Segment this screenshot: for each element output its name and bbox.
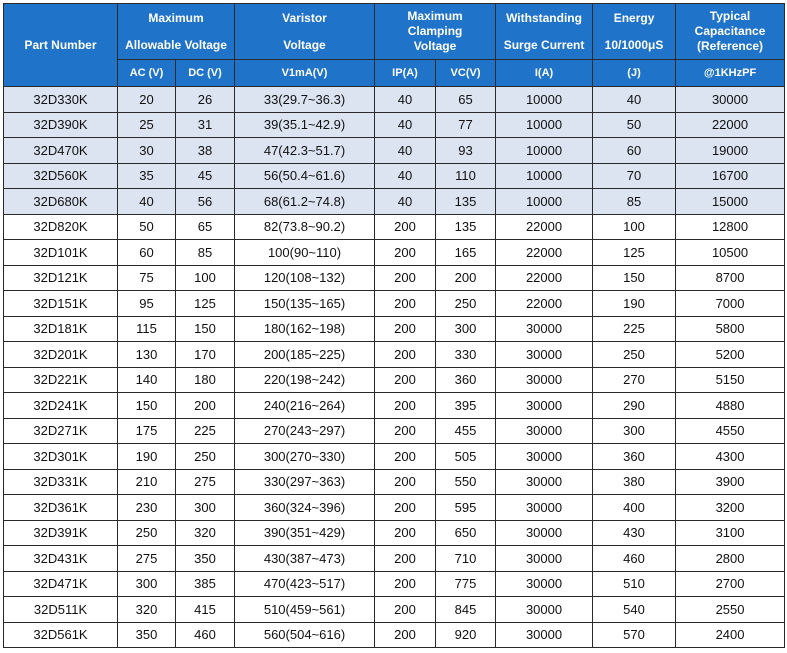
header-max-voltage: Maximum Allowable Voltage [118, 4, 235, 60]
cell-surge-current: 10000 [496, 87, 593, 113]
cell-dc-voltage: 26 [176, 87, 235, 113]
cell-ac-voltage: 210 [118, 469, 176, 495]
table-row [4, 469, 785, 495]
cell-clamping-vc: 200 [436, 265, 496, 291]
cell-energy: 380 [593, 469, 676, 495]
cell-energy: 570 [593, 622, 676, 648]
cell-ac-voltage: 35 [118, 163, 176, 189]
subheader-capacitance-pf: @1KHzPF [676, 60, 785, 87]
cell-capacitance: 2550 [676, 597, 785, 623]
cell-clamping-vc: 165 [436, 240, 496, 266]
cell-ac-voltage: 115 [118, 316, 176, 342]
cell-surge-current: 30000 [496, 622, 593, 648]
cell-clamping-vc: 77 [436, 112, 496, 138]
cell-capacitance: 5150 [676, 367, 785, 393]
table-row [4, 87, 785, 113]
cell-surge-current: 22000 [496, 214, 593, 240]
cell-ac-voltage: 25 [118, 112, 176, 138]
cell-part-number: 32D820K [4, 214, 118, 240]
cell-dc-voltage: 225 [176, 418, 235, 444]
cell-surge-current: 10000 [496, 189, 593, 215]
cell-dc-voltage: 180 [176, 367, 235, 393]
cell-varistor-voltage: 510(459~561) [235, 597, 375, 623]
cell-capacitance: 15000 [676, 189, 785, 215]
subheader-ip: IP(A) [375, 60, 436, 87]
cell-clamping-ip: 200 [375, 622, 436, 648]
cell-varistor-voltage: 33(29.7~36.3) [235, 87, 375, 113]
cell-varistor-voltage: 220(198~242) [235, 367, 375, 393]
cell-energy: 250 [593, 342, 676, 368]
cell-varistor-voltage: 200(185~225) [235, 342, 375, 368]
cell-energy: 290 [593, 393, 676, 419]
cell-capacitance: 22000 [676, 112, 785, 138]
cell-clamping-vc: 505 [436, 444, 496, 470]
cell-clamping-ip: 200 [375, 546, 436, 572]
cell-clamping-ip: 40 [375, 138, 436, 164]
cell-dc-voltage: 45 [176, 163, 235, 189]
cell-dc-voltage: 275 [176, 469, 235, 495]
table-row [4, 393, 785, 419]
table-row [4, 163, 785, 189]
cell-dc-voltage: 56 [176, 189, 235, 215]
header-varistor-voltage: Varistor Voltage [235, 4, 375, 60]
cell-surge-current: 30000 [496, 444, 593, 470]
cell-clamping-vc: 455 [436, 418, 496, 444]
cell-clamping-ip: 40 [375, 163, 436, 189]
table-row [4, 546, 785, 572]
cell-clamping-ip: 200 [375, 316, 436, 342]
cell-capacitance: 12800 [676, 214, 785, 240]
cell-clamping-ip: 200 [375, 342, 436, 368]
cell-dc-voltage: 31 [176, 112, 235, 138]
cell-part-number: 32D241K [4, 393, 118, 419]
cell-part-number: 32D431K [4, 546, 118, 572]
subheader-dc: DC (V) [176, 60, 235, 87]
cell-varistor-voltage: 560(504~616) [235, 622, 375, 648]
table-row [4, 291, 785, 317]
table-row [4, 418, 785, 444]
cell-capacitance: 16700 [676, 163, 785, 189]
cell-dc-voltage: 320 [176, 520, 235, 546]
cell-clamping-vc: 330 [436, 342, 496, 368]
cell-ac-voltage: 130 [118, 342, 176, 368]
cell-ac-voltage: 30 [118, 138, 176, 164]
cell-varistor-voltage: 100(90~110) [235, 240, 375, 266]
cell-energy: 70 [593, 163, 676, 189]
cell-part-number: 32D181K [4, 316, 118, 342]
cell-energy: 510 [593, 571, 676, 597]
table-row [4, 367, 785, 393]
cell-dc-voltage: 415 [176, 597, 235, 623]
cell-capacitance: 30000 [676, 87, 785, 113]
header-part-number: Part Number [4, 4, 118, 87]
table-row [4, 444, 785, 470]
cell-dc-voltage: 350 [176, 546, 235, 572]
cell-varistor-voltage: 300(270~330) [235, 444, 375, 470]
table-row [4, 112, 785, 138]
cell-varistor-voltage: 240(216~264) [235, 393, 375, 419]
cell-ac-voltage: 250 [118, 520, 176, 546]
cell-surge-current: 30000 [496, 316, 593, 342]
cell-clamping-vc: 845 [436, 597, 496, 623]
cell-clamping-vc: 135 [436, 189, 496, 215]
cell-ac-voltage: 140 [118, 367, 176, 393]
cell-energy: 540 [593, 597, 676, 623]
cell-surge-current: 22000 [496, 240, 593, 266]
subheader-ac: AC (V) [118, 60, 176, 87]
cell-energy: 460 [593, 546, 676, 572]
cell-energy: 125 [593, 240, 676, 266]
cell-clamping-vc: 250 [436, 291, 496, 317]
cell-clamping-ip: 200 [375, 597, 436, 623]
cell-ac-voltage: 40 [118, 189, 176, 215]
cell-clamping-ip: 40 [375, 112, 436, 138]
cell-capacitance: 5800 [676, 316, 785, 342]
cell-surge-current: 10000 [496, 112, 593, 138]
cell-clamping-vc: 710 [436, 546, 496, 572]
cell-ac-voltage: 175 [118, 418, 176, 444]
cell-clamping-ip: 200 [375, 444, 436, 470]
cell-energy: 300 [593, 418, 676, 444]
cell-capacitance: 3100 [676, 520, 785, 546]
table-body [4, 87, 785, 648]
cell-dc-voltage: 200 [176, 393, 235, 419]
cell-energy: 225 [593, 316, 676, 342]
table-row [4, 265, 785, 291]
cell-part-number: 32D560K [4, 163, 118, 189]
cell-surge-current: 22000 [496, 291, 593, 317]
cell-ac-voltage: 350 [118, 622, 176, 648]
cell-clamping-vc: 93 [436, 138, 496, 164]
table-row [4, 189, 785, 215]
cell-dc-voltage: 385 [176, 571, 235, 597]
cell-capacitance: 3200 [676, 495, 785, 521]
cell-energy: 85 [593, 189, 676, 215]
cell-energy: 400 [593, 495, 676, 521]
cell-varistor-voltage: 82(73.8~90.2) [235, 214, 375, 240]
cell-surge-current: 30000 [496, 342, 593, 368]
cell-ac-voltage: 20 [118, 87, 176, 113]
table-row [4, 571, 785, 597]
cell-dc-voltage: 250 [176, 444, 235, 470]
cell-varistor-voltage: 68(61.2~74.8) [235, 189, 375, 215]
cell-dc-voltage: 460 [176, 622, 235, 648]
cell-energy: 150 [593, 265, 676, 291]
cell-dc-voltage: 170 [176, 342, 235, 368]
cell-surge-current: 30000 [496, 367, 593, 393]
cell-part-number: 32D361K [4, 495, 118, 521]
cell-part-number: 32D301K [4, 444, 118, 470]
table-row [4, 520, 785, 546]
cell-clamping-vc: 360 [436, 367, 496, 393]
cell-capacitance: 5200 [676, 342, 785, 368]
cell-clamping-ip: 40 [375, 189, 436, 215]
cell-ac-voltage: 300 [118, 571, 176, 597]
header-capacitance: Typical Capacitance (Reference) [676, 4, 785, 60]
table-header [4, 4, 785, 87]
cell-energy: 270 [593, 367, 676, 393]
cell-capacitance: 10500 [676, 240, 785, 266]
cell-surge-current: 30000 [496, 571, 593, 597]
cell-clamping-vc: 650 [436, 520, 496, 546]
cell-surge-current: 30000 [496, 495, 593, 521]
cell-dc-voltage: 38 [176, 138, 235, 164]
cell-capacitance: 2700 [676, 571, 785, 597]
header-surge-current: Withstanding Surge Current [496, 4, 593, 60]
cell-dc-voltage: 65 [176, 214, 235, 240]
cell-energy: 190 [593, 291, 676, 317]
table-row [4, 597, 785, 623]
table-row [4, 138, 785, 164]
cell-energy: 50 [593, 112, 676, 138]
cell-clamping-ip: 200 [375, 469, 436, 495]
cell-clamping-ip: 200 [375, 240, 436, 266]
cell-energy: 360 [593, 444, 676, 470]
cell-clamping-ip: 200 [375, 367, 436, 393]
cell-capacitance: 8700 [676, 265, 785, 291]
cell-part-number: 32D330K [4, 87, 118, 113]
cell-part-number: 32D121K [4, 265, 118, 291]
cell-varistor-voltage: 390(351~429) [235, 520, 375, 546]
cell-energy: 60 [593, 138, 676, 164]
cell-clamping-vc: 395 [436, 393, 496, 419]
cell-part-number: 32D391K [4, 520, 118, 546]
cell-clamping-ip: 200 [375, 520, 436, 546]
cell-clamping-ip: 200 [375, 495, 436, 521]
cell-varistor-voltage: 180(162~198) [235, 316, 375, 342]
varistor-spec-table [3, 3, 785, 648]
table-row [4, 495, 785, 521]
cell-capacitance: 4880 [676, 393, 785, 419]
cell-surge-current: 30000 [496, 597, 593, 623]
header-energy: Energy 10/1000μS [593, 4, 676, 60]
cell-capacitance: 19000 [676, 138, 785, 164]
cell-surge-current: 30000 [496, 393, 593, 419]
cell-energy: 40 [593, 87, 676, 113]
cell-clamping-ip: 200 [375, 291, 436, 317]
subheader-surge-ia: I(A) [496, 60, 593, 87]
cell-capacitance: 7000 [676, 291, 785, 317]
cell-energy: 100 [593, 214, 676, 240]
cell-capacitance: 4300 [676, 444, 785, 470]
cell-clamping-vc: 300 [436, 316, 496, 342]
subheader-vc: VC(V) [436, 60, 496, 87]
cell-clamping-vc: 65 [436, 87, 496, 113]
cell-surge-current: 30000 [496, 546, 593, 572]
cell-part-number: 32D561K [4, 622, 118, 648]
cell-part-number: 32D470K [4, 138, 118, 164]
cell-clamping-vc: 595 [436, 495, 496, 521]
cell-part-number: 32D331K [4, 469, 118, 495]
cell-part-number: 32D680K [4, 189, 118, 215]
cell-part-number: 32D151K [4, 291, 118, 317]
cell-ac-voltage: 60 [118, 240, 176, 266]
cell-ac-voltage: 50 [118, 214, 176, 240]
cell-surge-current: 30000 [496, 520, 593, 546]
subheader-v1ma: V1mA(V) [235, 60, 375, 87]
cell-surge-current: 10000 [496, 163, 593, 189]
cell-clamping-ip: 200 [375, 418, 436, 444]
cell-varistor-voltage: 330(297~363) [235, 469, 375, 495]
header-clamping-voltage: Maximum Clamping Voltage [375, 4, 496, 60]
cell-clamping-ip: 200 [375, 393, 436, 419]
cell-clamping-vc: 920 [436, 622, 496, 648]
cell-ac-voltage: 230 [118, 495, 176, 521]
table-row [4, 214, 785, 240]
cell-part-number: 32D101K [4, 240, 118, 266]
cell-capacitance: 2400 [676, 622, 785, 648]
cell-varistor-voltage: 430(387~473) [235, 546, 375, 572]
cell-varistor-voltage: 360(324~396) [235, 495, 375, 521]
table-row [4, 622, 785, 648]
cell-ac-voltage: 95 [118, 291, 176, 317]
cell-surge-current: 10000 [496, 138, 593, 164]
table-row [4, 342, 785, 368]
cell-part-number: 32D390K [4, 112, 118, 138]
cell-part-number: 32D221K [4, 367, 118, 393]
cell-varistor-voltage: 56(50.4~61.6) [235, 163, 375, 189]
cell-varistor-voltage: 39(35.1~42.9) [235, 112, 375, 138]
cell-energy: 430 [593, 520, 676, 546]
cell-surge-current: 30000 [496, 469, 593, 495]
cell-dc-voltage: 100 [176, 265, 235, 291]
cell-varistor-voltage: 470(423~517) [235, 571, 375, 597]
cell-varistor-voltage: 120(108~132) [235, 265, 375, 291]
cell-clamping-vc: 550 [436, 469, 496, 495]
cell-surge-current: 22000 [496, 265, 593, 291]
cell-dc-voltage: 125 [176, 291, 235, 317]
cell-varistor-voltage: 270(243~297) [235, 418, 375, 444]
cell-clamping-vc: 775 [436, 571, 496, 597]
cell-surge-current: 30000 [496, 418, 593, 444]
cell-dc-voltage: 300 [176, 495, 235, 521]
cell-clamping-ip: 200 [375, 571, 436, 597]
cell-ac-voltage: 275 [118, 546, 176, 572]
table-row [4, 316, 785, 342]
cell-ac-voltage: 190 [118, 444, 176, 470]
cell-capacitance: 4550 [676, 418, 785, 444]
cell-ac-voltage: 75 [118, 265, 176, 291]
cell-part-number: 32D471K [4, 571, 118, 597]
cell-clamping-vc: 110 [436, 163, 496, 189]
cell-varistor-voltage: 47(42.3~51.7) [235, 138, 375, 164]
subheader-energy-j: (J) [593, 60, 676, 87]
cell-part-number: 32D201K [4, 342, 118, 368]
cell-clamping-ip: 200 [375, 265, 436, 291]
cell-part-number: 32D511K [4, 597, 118, 623]
cell-part-number: 32D271K [4, 418, 118, 444]
cell-clamping-ip: 200 [375, 214, 436, 240]
cell-dc-voltage: 85 [176, 240, 235, 266]
cell-capacitance: 2800 [676, 546, 785, 572]
cell-varistor-voltage: 150(135~165) [235, 291, 375, 317]
cell-dc-voltage: 150 [176, 316, 235, 342]
cell-ac-voltage: 150 [118, 393, 176, 419]
table-row [4, 240, 785, 266]
cell-clamping-ip: 40 [375, 87, 436, 113]
cell-ac-voltage: 320 [118, 597, 176, 623]
cell-capacitance: 3900 [676, 469, 785, 495]
cell-clamping-vc: 135 [436, 214, 496, 240]
